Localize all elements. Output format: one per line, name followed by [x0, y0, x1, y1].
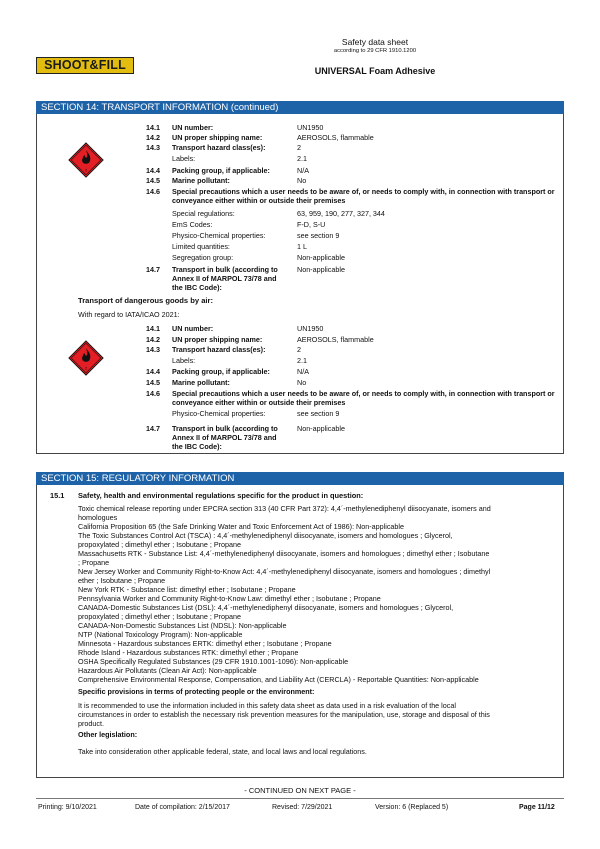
- un-number-label: UN number:: [172, 123, 214, 132]
- row-num: 14.5: [146, 176, 160, 185]
- special-precautions-heading: Special precautions which a user needs to be aware of, or needs to comply with, in connection with transport or conveyance either within or outside their premises: [172, 187, 555, 205]
- regulation-line: New Jersey Worker and Community Right-to-Know Act: 4,4´-methylenediphenyl diisocyanate, isomers and homologues ; dimethyl: [78, 567, 491, 576]
- physico-chemical-value: see section 9: [297, 231, 340, 240]
- specific-provisions-heading: Specific provisions in terms of protecting people or the environment:: [78, 687, 315, 696]
- labels-label: Labels:: [172, 154, 196, 163]
- regulation-line: propoxylated ; dimethyl ether ; Isobutane ; Propane: [78, 612, 242, 621]
- un-number-value: UN1950: [297, 123, 324, 132]
- hazard-class-value: 2: [297, 143, 301, 152]
- regulation-line: OSHA Specifically Regulated Substances (29 CFR 1910.1001-1096): Non-applicable: [78, 657, 349, 666]
- row-num: 14.7: [146, 424, 160, 433]
- bulk-label: Annex II of MARPOL 73/78 and: [172, 274, 277, 283]
- air-regulation-reference: With regard to IATA/ICAO 2021:: [78, 310, 180, 319]
- specific-provisions-text: circumstances in order to establish the necessary risk prevention measures for the manipulation, use, storage and disposal of this: [78, 710, 490, 719]
- ems-codes-label: EmS Codes:: [172, 220, 213, 229]
- regulation-line: Pennsylvania Worker and Community Right-to-Know Law: dimethyl ether ; Isobutane ; Propane: [78, 594, 381, 603]
- specific-provisions-text: It is recommended to use the information included in this safety data sheet as data used in a risk evaluation of the local: [78, 701, 456, 710]
- flammable-gas-hazard-icon: [68, 142, 104, 178]
- row-num: 14.3: [146, 143, 160, 152]
- regulation-line: propoxylated ; dimethyl ether ; Isobutane ; Propane: [78, 540, 242, 549]
- special-precautions-heading: Special precautions which a user needs to be aware of, or needs to comply with, in connection with transport or conveyance either within or outside their premises: [172, 389, 555, 407]
- flammable-gas-hazard-icon: [68, 340, 104, 376]
- row-num: 14.4: [146, 166, 160, 175]
- row-num: 14.2: [146, 335, 160, 344]
- version-info: Version: 6 (Replaced 5): [375, 804, 449, 811]
- subsection-title: Safety, health and environmental regulations specific for the product in question:: [78, 491, 364, 500]
- labels-value: 2.1: [297, 154, 307, 163]
- marine-pollutant-label: Marine pollutant:: [172, 378, 230, 387]
- row-num: 14.7: [146, 265, 160, 274]
- document-subtitle: according to 29 CFR 1910.1200: [333, 48, 417, 54]
- row-num: 14.2: [146, 133, 160, 142]
- row-num: 14.1: [146, 123, 160, 132]
- section-15-header: SECTION 15: REGULATORY INFORMATION: [36, 472, 564, 485]
- hazard-class-value: 2: [297, 345, 301, 354]
- bulk-label: Transport in bulk (according to: [172, 265, 278, 274]
- bulk-label: Annex II of MARPOL 73/78 and: [172, 433, 277, 442]
- physico-chemical-label: Physico-Chemical properties:: [172, 231, 266, 240]
- section-14-header: SECTION 14: TRANSPORT INFORMATION (continued): [36, 101, 564, 114]
- limited-quantities-value: 1 L: [297, 242, 307, 251]
- row-num: 14.3: [146, 345, 160, 354]
- document-title: Safety data sheet: [341, 37, 409, 47]
- marine-pollutant-label: Marine pollutant:: [172, 176, 230, 185]
- regulation-line: Comprehensive Environmental Response, Compensation, and Liability Act (CERCLA) - Reportable Quantities: Non-applicable: [78, 675, 479, 684]
- regulation-line: CANADA-Domestic Substances List (DSL): 4,4´-methylenediphenyl diisocyanate, isomers and homologues ; Glycerol,: [78, 603, 454, 612]
- limited-quantities-label: Limited quantities:: [172, 242, 230, 251]
- bulk-value: Non-applicable: [297, 424, 345, 433]
- air-transport-heading: Transport of dangerous goods by air:: [78, 296, 214, 305]
- continued-notice: - CONTINUED ON NEXT PAGE -: [244, 786, 356, 795]
- shipping-name-label: UN proper shipping name:: [172, 133, 263, 142]
- regulation-line: CANADA-Non-Domestic Substances List (NDSL): Non-applicable: [78, 621, 287, 630]
- row-num: 14.6: [146, 389, 160, 398]
- bulk-label: the IBC Code):: [172, 442, 222, 451]
- regulation-line: ; Propane: [78, 558, 110, 567]
- svg-text:2: 2: [84, 365, 88, 371]
- printing-date: Printing: 9/10/2021: [38, 804, 97, 811]
- shipping-name-label: UN proper shipping name:: [172, 335, 263, 344]
- regulation-line: California Proposition 65 (the Safe Drinking Water and Toxic Enforcement Act of 1986): Non-applicable: [78, 522, 405, 531]
- company-logo: SHOOT&FILL: [36, 57, 134, 74]
- regulation-line: Minnesota - Hazardous substances ERTK: dimethyl ether ; Isobutane ; Propane: [78, 639, 332, 648]
- regulation-line: Toxic chemical release reporting under EPCRA section 313 (40 CFR Part 372): 4,4´-methylenediphenyl diisocyanate, isomers and: [78, 504, 491, 513]
- regulation-line: Hazardous Air Pollutants (Clean Air Act): Non-applicable: [78, 666, 257, 675]
- subsection-number: 15.1: [50, 491, 65, 500]
- un-number-value: UN1950: [297, 324, 324, 333]
- row-num: 14.5: [146, 378, 160, 387]
- page-number: Page 11/12: [519, 804, 555, 811]
- marine-pollutant-value: No: [297, 176, 307, 185]
- physico-chemical-label: Physico-Chemical properties:: [172, 409, 266, 418]
- hazard-class-label: Transport hazard class(es):: [172, 345, 266, 354]
- packing-group-label: Packing group, if applicable:: [172, 367, 270, 376]
- row-num: 14.4: [146, 367, 160, 376]
- product-name: UNIVERSAL Foam Adhesive: [314, 66, 436, 76]
- bulk-label: Transport in bulk (according to: [172, 424, 278, 433]
- row-num: 14.6: [146, 187, 160, 196]
- bulk-value: Non-applicable: [297, 265, 345, 274]
- revised-date: Revised: 7/29/2021: [272, 804, 333, 811]
- packing-group-value: N/A: [297, 367, 309, 376]
- shipping-name-value: AEROSOLS, flammable: [297, 133, 374, 142]
- row-num: 14.1: [146, 324, 160, 333]
- bulk-label: the IBC Code):: [172, 283, 222, 292]
- packing-group-label: Packing group, if applicable:: [172, 166, 270, 175]
- segregation-group-value: Non-applicable: [297, 253, 345, 262]
- regulation-line: NTP (National Toxicology Program): Non-applicable: [78, 630, 243, 639]
- specific-provisions-text: product.: [78, 719, 104, 728]
- special-regulations-label: Special regulations:: [172, 209, 235, 218]
- footer-divider: [36, 798, 564, 799]
- regulation-line: Rhode Island - Hazardous substances RTK: dimethyl ether ; Propane: [78, 648, 299, 657]
- regulation-line: New York RTK - Substance list: dimethyl ether ; Isobutane ; Propane: [78, 585, 296, 594]
- other-legislation-heading: Other legislation:: [78, 730, 138, 739]
- segregation-group-label: Segregation group:: [172, 253, 234, 262]
- hazard-class-label: Transport hazard class(es):: [172, 143, 266, 152]
- special-regulations-value: 63, 959, 190, 277, 327, 344: [297, 209, 385, 218]
- other-legislation-text: Take into consideration other applicable federal, state, and local laws and local regulations.: [78, 747, 367, 756]
- regulation-line: Massachusetts RTK - Substance List: 4,4´-methylenediphenyl diisocyanate, isomers and homologues ; dimethyl ether ; Isobutane: [78, 549, 490, 558]
- ems-codes-value: F-D, S-U: [297, 220, 326, 229]
- regulation-line: The Toxic Substances Control Act (TSCA) : 4,4´-methylenediphenyl diisocyanate, isomers and homologues ; Glycerol,: [78, 531, 453, 540]
- marine-pollutant-value: No: [297, 378, 307, 387]
- regulation-line: homologues: [78, 513, 118, 522]
- physico-chemical-value: see section 9: [297, 409, 340, 418]
- shipping-name-value: AEROSOLS, flammable: [297, 335, 374, 344]
- un-number-label: UN number:: [172, 324, 214, 333]
- packing-group-value: N/A: [297, 166, 309, 175]
- regulation-line: ether ; Isobutane ; Propane: [78, 576, 166, 585]
- labels-value: 2.1: [297, 356, 307, 365]
- labels-label: Labels:: [172, 356, 196, 365]
- svg-text:2: 2: [84, 167, 88, 173]
- compilation-date: Date of compilation: 2/15/2017: [135, 804, 230, 811]
